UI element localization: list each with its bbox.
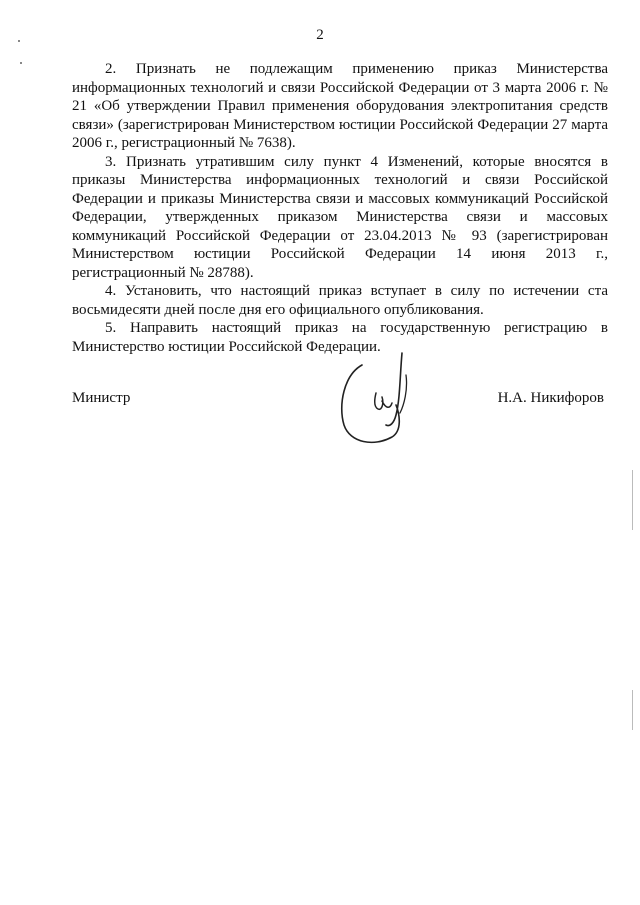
page-number: 2	[316, 27, 324, 43]
scan-artifact	[20, 62, 22, 64]
scan-artifact	[632, 470, 633, 530]
paragraph-3: 3. Признать утратившим силу пункт 4 Изменений, которые вносятся в приказы Министерства информационных технологий и связи Российской Федерации и приказы Министерства связи и массовых коммуникаций Российской Федерации, утвержденных приказом Министерства связи и массовых коммуникаций Российской Федерации от 23.04.2013 № 93 (зарегистрирован Министерством юстиции Российской Федерации 14 июня 2013 г., регистрационный № 28788).	[72, 153, 608, 281]
signatory-title: Министр	[72, 390, 131, 406]
paragraph-5: 5. Направить настоящий приказ на государственную регистрацию в Министерство юстиции Российской Федерации.	[72, 320, 608, 355]
document-body	[72, 60, 608, 356]
scan-artifact	[18, 40, 20, 42]
paragraph-2: 2. Признать не подлежащим применению приказ Министерства информационных технологий и связи Российской Федерации от 3 марта 2006 г. № 21 «Об утверждении Правил применения оборудования электропитания средств связи» (зарегистрирован Министерством юстиции Российской Федерации 27 марта 2006 г., регистрационный № 7638).	[72, 61, 608, 151]
signatory-name: Н.А. Никифоров	[497, 390, 604, 406]
paragraph-4: 4. Установить, что настоящий приказ вступает в силу по истечении ста восьмидесяти дней после дня его официального опубликования.	[72, 283, 608, 318]
handwritten-signature	[330, 345, 440, 455]
scan-artifact	[632, 690, 633, 730]
